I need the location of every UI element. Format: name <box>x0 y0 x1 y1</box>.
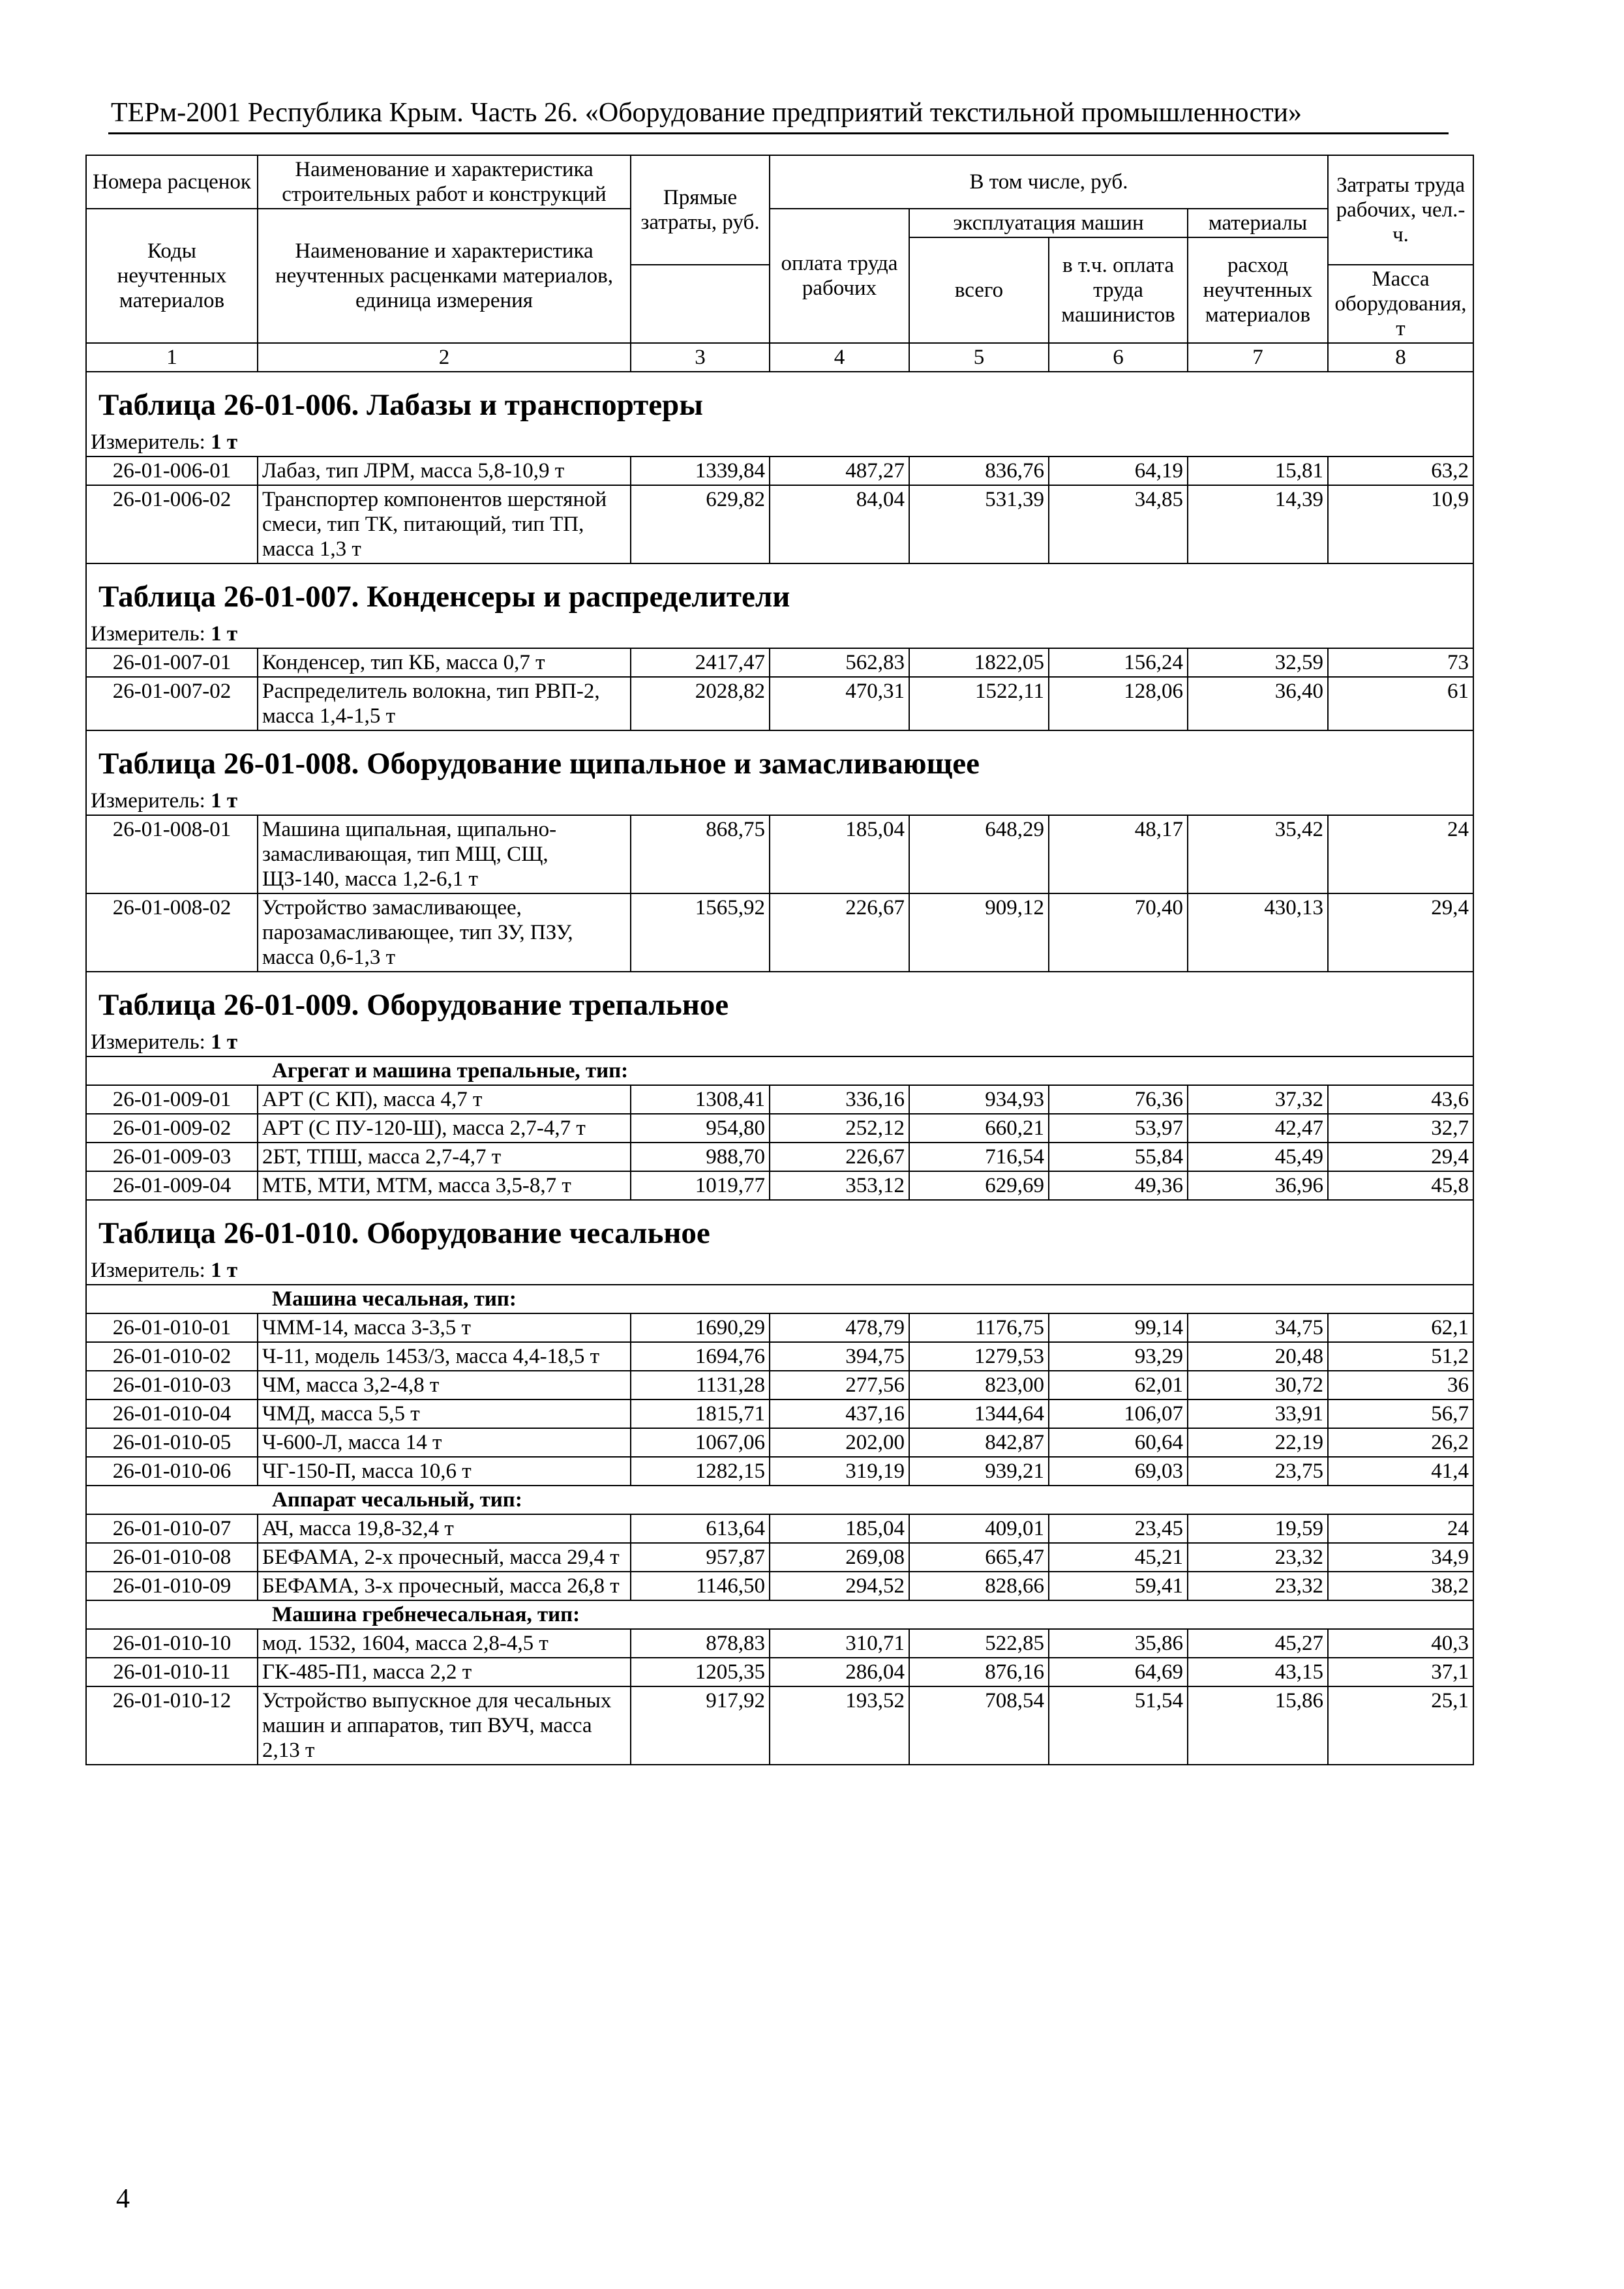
value-c6: 64,19 <box>1049 456 1188 485</box>
page-number: 4 <box>116 2184 130 2214</box>
value-c4: 84,04 <box>770 485 909 563</box>
value-c7: 32,59 <box>1188 648 1328 677</box>
value-c8: 73 <box>1328 648 1473 677</box>
value-c6: 64,69 <box>1049 1658 1188 1686</box>
value-c6: 55,84 <box>1049 1143 1188 1171</box>
value-c7: 15,86 <box>1188 1686 1328 1765</box>
measure-value: 1 т <box>211 1259 238 1282</box>
value-c4: 562,83 <box>770 648 909 677</box>
col-number: 3 <box>631 343 770 372</box>
measure-value: 1 т <box>211 622 238 646</box>
value-c7: 430,13 <box>1188 893 1328 972</box>
value-c5: 660,21 <box>909 1114 1049 1143</box>
table-row <box>86 1114 1473 1143</box>
col-number: 5 <box>909 343 1049 372</box>
table-row <box>86 485 1473 563</box>
rate-name: ГК-485-П1, масса 2,2 т <box>258 1658 631 1686</box>
rate-name: Конденсер, тип КБ, масса 0,7 т <box>258 648 631 677</box>
rate-code: 26-01-010-04 <box>86 1399 258 1428</box>
value-c8: 40,3 <box>1328 1629 1473 1658</box>
table-row <box>86 648 1473 677</box>
value-c7: 35,42 <box>1188 815 1328 893</box>
rate-name: БЕФАМА, 2-х прочесный, масса 29,4 т <box>258 1543 631 1572</box>
rate-code: 26-01-008-02 <box>86 893 258 972</box>
rate-name: мод. 1532, 1604, масса 2,8-4,5 т <box>258 1629 631 1658</box>
value-c4: 269,08 <box>770 1543 909 1572</box>
rate-code: 26-01-010-03 <box>86 1371 258 1399</box>
rate-name: Распределитель волокна, тип РВП-2, масса 1,4-1,5 т <box>258 677 631 730</box>
rate-name: АЧ, масса 19,8-32,4 т <box>258 1514 631 1543</box>
group-label: Агрегат и машина трепальные, тип: <box>86 1056 1473 1085</box>
value-c3: 1131,28 <box>631 1371 770 1399</box>
group-row <box>86 1285 1473 1313</box>
measure-value: 1 т <box>211 1030 238 1054</box>
section-title-cell <box>86 730 1473 787</box>
value-c3: 988,70 <box>631 1143 770 1171</box>
value-c6: 70,40 <box>1049 893 1188 972</box>
rate-code: 26-01-010-01 <box>86 1313 258 1342</box>
table-row <box>86 1686 1473 1765</box>
value-c3: 917,92 <box>631 1686 770 1765</box>
value-c5: 708,54 <box>909 1686 1049 1765</box>
value-c4: 226,67 <box>770 1143 909 1171</box>
value-c6: 106,07 <box>1049 1399 1188 1428</box>
measure-row <box>86 787 1473 815</box>
section-title-cell <box>86 972 1473 1028</box>
measure-label: Измеритель: <box>91 1030 205 1054</box>
value-c6: 62,01 <box>1049 1371 1188 1399</box>
value-c3: 1815,71 <box>631 1399 770 1428</box>
rate-name: Устройство замасливающее, парозамасливающее, тип ЗУ, ПЗУ, масса 0,6-1,3 т <box>258 893 631 972</box>
value-c5: 939,21 <box>909 1457 1049 1486</box>
value-c4: 437,16 <box>770 1399 909 1428</box>
measure-cell <box>86 428 1473 456</box>
value-c5: 876,16 <box>909 1658 1049 1686</box>
rate-name: АРТ (С КП), масса 4,7 т <box>258 1085 631 1114</box>
value-c3: 1308,41 <box>631 1085 770 1114</box>
rate-name: 2БТ, ТПШ, масса 2,7-4,7 т <box>258 1143 631 1171</box>
rate-code: 26-01-010-05 <box>86 1428 258 1457</box>
value-c5: 1344,64 <box>909 1399 1049 1428</box>
rate-code: 26-01-006-02 <box>86 485 258 563</box>
value-c5: 665,47 <box>909 1543 1049 1572</box>
materials-header: материалы <box>1188 209 1328 237</box>
value-c7: 14,39 <box>1188 485 1328 563</box>
value-c7: 43,15 <box>1188 1658 1328 1686</box>
value-c7: 22,19 <box>1188 1428 1328 1457</box>
value-c3: 613,64 <box>631 1514 770 1543</box>
value-c4: 336,16 <box>770 1085 909 1114</box>
value-c8: 34,9 <box>1328 1543 1473 1572</box>
value-c8: 56,7 <box>1328 1399 1473 1428</box>
measure-cell <box>86 1257 1473 1285</box>
value-c3: 1694,76 <box>631 1342 770 1371</box>
rate-name: ЧМД, масса 5,5 т <box>258 1399 631 1428</box>
group-label: Машина гребнечесальная, тип: <box>86 1600 1473 1629</box>
section-title: Таблица 26-01-010. Оборудование чесальное <box>98 1216 710 1250</box>
col3-header-spacer <box>631 265 770 343</box>
value-c5: 1279,53 <box>909 1342 1049 1371</box>
rate-code: 26-01-010-10 <box>86 1629 258 1658</box>
rate-code: 26-01-009-03 <box>86 1143 258 1171</box>
value-c7: 20,48 <box>1188 1342 1328 1371</box>
value-c8: 37,1 <box>1328 1658 1473 1686</box>
table-row <box>86 1171 1473 1200</box>
measure-cell <box>86 620 1473 648</box>
value-c6: 69,03 <box>1049 1457 1188 1486</box>
value-c7: 42,47 <box>1188 1114 1328 1143</box>
value-c4: 394,75 <box>770 1342 909 1371</box>
table-row <box>86 1457 1473 1486</box>
value-c4: 286,04 <box>770 1658 909 1686</box>
value-c8: 24 <box>1328 815 1473 893</box>
value-c7: 23,32 <box>1188 1572 1328 1600</box>
value-c8: 63,2 <box>1328 456 1473 485</box>
col1-header-bottom: Коды неучтенных материалов <box>86 209 258 343</box>
value-c6: 76,36 <box>1049 1085 1188 1114</box>
value-c7: 15,81 <box>1188 456 1328 485</box>
value-c8: 32,7 <box>1328 1114 1473 1143</box>
rates-table <box>85 155 1474 1765</box>
col-number: 4 <box>770 343 909 372</box>
rate-code: 26-01-009-01 <box>86 1085 258 1114</box>
group-label: Машина чесальная, тип: <box>86 1285 1473 1313</box>
col8-header-top: Затраты труда рабочих, чел.-ч. <box>1328 155 1473 265</box>
value-c4: 319,19 <box>770 1457 909 1486</box>
value-c6: 128,06 <box>1049 677 1188 730</box>
value-c6: 156,24 <box>1049 648 1188 677</box>
rate-name: Машина щипальная, щипально-замасливающая, тип МЩ, СЩ, ЩЗ-140, масса 1,2-6,1 т <box>258 815 631 893</box>
value-c5: 409,01 <box>909 1514 1049 1543</box>
table-row <box>86 1313 1473 1342</box>
rate-code: 26-01-009-02 <box>86 1114 258 1143</box>
table-row <box>86 456 1473 485</box>
table-row <box>86 1085 1473 1114</box>
value-c7: 34,75 <box>1188 1313 1328 1342</box>
rate-name: МТБ, МТИ, МТМ, масса 3,5-8,7 т <box>258 1171 631 1200</box>
value-c4: 252,12 <box>770 1114 909 1143</box>
table-row <box>86 1658 1473 1686</box>
value-c8: 38,2 <box>1328 1572 1473 1600</box>
value-c8: 51,2 <box>1328 1342 1473 1371</box>
value-c4: 487,27 <box>770 456 909 485</box>
rate-code: 26-01-010-07 <box>86 1514 258 1543</box>
value-c6: 35,86 <box>1049 1629 1188 1658</box>
measure-value: 1 т <box>211 789 238 813</box>
section-title-cell <box>86 1200 1473 1257</box>
table-row <box>86 893 1473 972</box>
measure-cell <box>86 787 1473 815</box>
col8-header-bottom: Масса оборудования, т <box>1328 265 1473 343</box>
value-c6: 99,14 <box>1049 1313 1188 1342</box>
table-row <box>86 1371 1473 1399</box>
value-c6: 93,29 <box>1049 1342 1188 1371</box>
value-c6: 34,85 <box>1049 485 1188 563</box>
rate-name: Ч-11, модель 1453/3, масса 4,4-18,5 т <box>258 1342 631 1371</box>
table-row <box>86 1143 1473 1171</box>
value-c4: 470,31 <box>770 677 909 730</box>
section-title-cell <box>86 372 1473 428</box>
value-c5: 823,00 <box>909 1371 1049 1399</box>
value-c6: 51,54 <box>1049 1686 1188 1765</box>
measure-row <box>86 1257 1473 1285</box>
table-row <box>86 677 1473 730</box>
value-c8: 24 <box>1328 1514 1473 1543</box>
rate-name: АРТ (С ПУ-120-Ш), масса 2,7-4,7 т <box>258 1114 631 1143</box>
value-c6: 59,41 <box>1049 1572 1188 1600</box>
value-c3: 878,83 <box>631 1629 770 1658</box>
measure-label: Измеритель: <box>91 430 205 454</box>
value-c8: 41,4 <box>1328 1457 1473 1486</box>
rate-name: Ч-600-Л, масса 14 т <box>258 1428 631 1457</box>
value-c5: 1822,05 <box>909 648 1049 677</box>
value-c4: 185,04 <box>770 1514 909 1543</box>
value-c8: 43,6 <box>1328 1085 1473 1114</box>
value-c3: 1565,92 <box>631 893 770 972</box>
section-title: Таблица 26-01-006. Лабазы и транспортеры <box>98 388 703 422</box>
section-title-row <box>86 372 1473 428</box>
page-header: ТЕРм-2001 Республика Крым. Часть 26. «Оборудование предприятий текстильной промышленности» <box>111 98 1302 128</box>
group-label: Аппарат чесальный, тип: <box>86 1486 1473 1514</box>
measure-row <box>86 1028 1473 1056</box>
value-c5: 648,29 <box>909 815 1049 893</box>
section-title-cell <box>86 563 1473 620</box>
rate-code: 26-01-007-01 <box>86 648 258 677</box>
col7-header: расход неучтенных материалов <box>1188 237 1328 343</box>
value-c3: 2028,82 <box>631 677 770 730</box>
section-title: Таблица 26-01-009. Оборудование трепальное <box>98 988 729 1022</box>
value-c5: 716,54 <box>909 1143 1049 1171</box>
value-c7: 36,40 <box>1188 677 1328 730</box>
value-c8: 29,4 <box>1328 893 1473 972</box>
value-c8: 36 <box>1328 1371 1473 1399</box>
value-c3: 1146,50 <box>631 1572 770 1600</box>
measure-label: Измеритель: <box>91 1259 205 1282</box>
value-c6: 60,64 <box>1049 1428 1188 1457</box>
value-c6: 48,17 <box>1049 815 1188 893</box>
measure-row <box>86 428 1473 456</box>
value-c3: 1282,15 <box>631 1457 770 1486</box>
value-c4: 294,52 <box>770 1572 909 1600</box>
table-row <box>86 1629 1473 1658</box>
value-c8: 29,4 <box>1328 1143 1473 1171</box>
value-c6: 45,21 <box>1049 1543 1188 1572</box>
value-c4: 202,00 <box>770 1428 909 1457</box>
value-c5: 842,87 <box>909 1428 1049 1457</box>
rate-name: Транспортер компонентов шерстяной смеси, тип ТК, питающий, тип ТП, масса 1,3 т <box>258 485 631 563</box>
value-c4: 193,52 <box>770 1686 909 1765</box>
table-row <box>86 1342 1473 1371</box>
section-title: Таблица 26-01-007. Конденсеры и распределители <box>98 580 790 614</box>
value-c7: 23,32 <box>1188 1543 1328 1572</box>
rate-code: 26-01-010-11 <box>86 1658 258 1686</box>
group-row <box>86 1600 1473 1629</box>
value-c4: 353,12 <box>770 1171 909 1200</box>
rate-code: 26-01-010-06 <box>86 1457 258 1486</box>
col2-header-top: Наименование и характеристика строительных работ и конструкций <box>258 155 631 209</box>
value-c6: 23,45 <box>1049 1514 1188 1543</box>
col-number: 2 <box>258 343 631 372</box>
rate-code: 26-01-009-04 <box>86 1171 258 1200</box>
value-c3: 2417,47 <box>631 648 770 677</box>
table-row <box>86 815 1473 893</box>
table-row <box>86 1572 1473 1600</box>
col-number: 8 <box>1328 343 1473 372</box>
value-c5: 909,12 <box>909 893 1049 972</box>
section-title: Таблица 26-01-008. Оборудование щипальное и замасливающее <box>98 747 980 781</box>
col3-header: Прямые затраты, руб. <box>631 155 770 265</box>
rate-name: БЕФАМА, 3-х прочесный, масса 26,8 т <box>258 1572 631 1600</box>
col4-header: оплата труда рабочих <box>770 209 909 343</box>
group-row <box>86 1486 1473 1514</box>
rate-code: 26-01-008-01 <box>86 815 258 893</box>
value-c7: 33,91 <box>1188 1399 1328 1428</box>
section-title-row <box>86 1200 1473 1257</box>
measure-cell <box>86 1028 1473 1056</box>
value-c3: 1690,29 <box>631 1313 770 1342</box>
rate-code: 26-01-006-01 <box>86 456 258 485</box>
value-c5: 828,66 <box>909 1572 1049 1600</box>
rate-name: ЧГ-150-П, масса 10,6 т <box>258 1457 631 1486</box>
value-c7: 45,27 <box>1188 1629 1328 1658</box>
value-c4: 310,71 <box>770 1629 909 1658</box>
machines-header: эксплуатация машин <box>909 209 1188 237</box>
value-c6: 49,36 <box>1049 1171 1188 1200</box>
value-c3: 1019,77 <box>631 1171 770 1200</box>
value-c5: 629,69 <box>909 1171 1049 1200</box>
rate-code: 26-01-010-08 <box>86 1543 258 1572</box>
section-title-row <box>86 730 1473 787</box>
value-c8: 10,9 <box>1328 485 1473 563</box>
value-c3: 1067,06 <box>631 1428 770 1457</box>
value-c8: 26,2 <box>1328 1428 1473 1457</box>
value-c5: 1522,11 <box>909 677 1049 730</box>
value-c7: 37,32 <box>1188 1085 1328 1114</box>
rate-name: Лабаз, тип ЛРМ, масса 5,8-10,9 т <box>258 456 631 485</box>
value-c8: 61 <box>1328 677 1473 730</box>
value-c7: 45,49 <box>1188 1143 1328 1171</box>
value-c7: 36,96 <box>1188 1171 1328 1200</box>
value-c5: 1176,75 <box>909 1313 1049 1342</box>
table-row <box>86 1543 1473 1572</box>
value-c8: 25,1 <box>1328 1686 1473 1765</box>
value-c8: 62,1 <box>1328 1313 1473 1342</box>
value-c3: 1205,35 <box>631 1658 770 1686</box>
rate-name: ЧММ-14, масса 3-3,5 т <box>258 1313 631 1342</box>
col-number: 6 <box>1049 343 1188 372</box>
value-c5: 522,85 <box>909 1629 1049 1658</box>
section-title-row <box>86 972 1473 1028</box>
table-row <box>86 1399 1473 1428</box>
rate-name: Устройство выпускное для чесальных машин и аппаратов, тип ВУЧ, масса 2,13 т <box>258 1686 631 1765</box>
col2-header-bottom: Наименование и характеристика неучтенных расценками материалов, единица измерения <box>258 209 631 343</box>
value-c4: 226,67 <box>770 893 909 972</box>
value-c6: 53,97 <box>1049 1114 1188 1143</box>
value-c7: 30,72 <box>1188 1371 1328 1399</box>
value-c7: 19,59 <box>1188 1514 1328 1543</box>
rate-code: 26-01-010-12 <box>86 1686 258 1765</box>
value-c5: 531,39 <box>909 485 1049 563</box>
rate-code: 26-01-010-02 <box>86 1342 258 1371</box>
measure-label: Измеритель: <box>91 789 205 813</box>
col5-header: всего <box>909 237 1049 343</box>
value-c3: 629,82 <box>631 485 770 563</box>
rate-code: 26-01-010-09 <box>86 1572 258 1600</box>
value-c3: 957,87 <box>631 1543 770 1572</box>
col-number: 1 <box>86 343 258 372</box>
table-row <box>86 1428 1473 1457</box>
measure-value: 1 т <box>211 430 238 454</box>
value-c3: 954,80 <box>631 1114 770 1143</box>
value-c7: 23,75 <box>1188 1457 1328 1486</box>
including-header: В том числе, руб. <box>770 155 1328 209</box>
col1-header-top: Номера расценок <box>86 155 258 209</box>
col-number: 7 <box>1188 343 1328 372</box>
value-c4: 185,04 <box>770 815 909 893</box>
measure-label: Измеритель: <box>91 622 205 646</box>
rate-code: 26-01-007-02 <box>86 677 258 730</box>
group-row <box>86 1056 1473 1085</box>
value-c3: 1339,84 <box>631 456 770 485</box>
col6-header: в т.ч. оплата труда машинистов <box>1049 237 1188 343</box>
value-c4: 277,56 <box>770 1371 909 1399</box>
rate-name: ЧМ, масса 3,2-4,8 т <box>258 1371 631 1399</box>
value-c8: 45,8 <box>1328 1171 1473 1200</box>
section-title-row <box>86 563 1473 620</box>
table-body <box>86 155 1473 1765</box>
value-c3: 868,75 <box>631 815 770 893</box>
header-rule <box>108 132 1449 134</box>
value-c5: 934,93 <box>909 1085 1049 1114</box>
measure-row <box>86 620 1473 648</box>
value-c4: 478,79 <box>770 1313 909 1342</box>
value-c5: 836,76 <box>909 456 1049 485</box>
table-row <box>86 1514 1473 1543</box>
